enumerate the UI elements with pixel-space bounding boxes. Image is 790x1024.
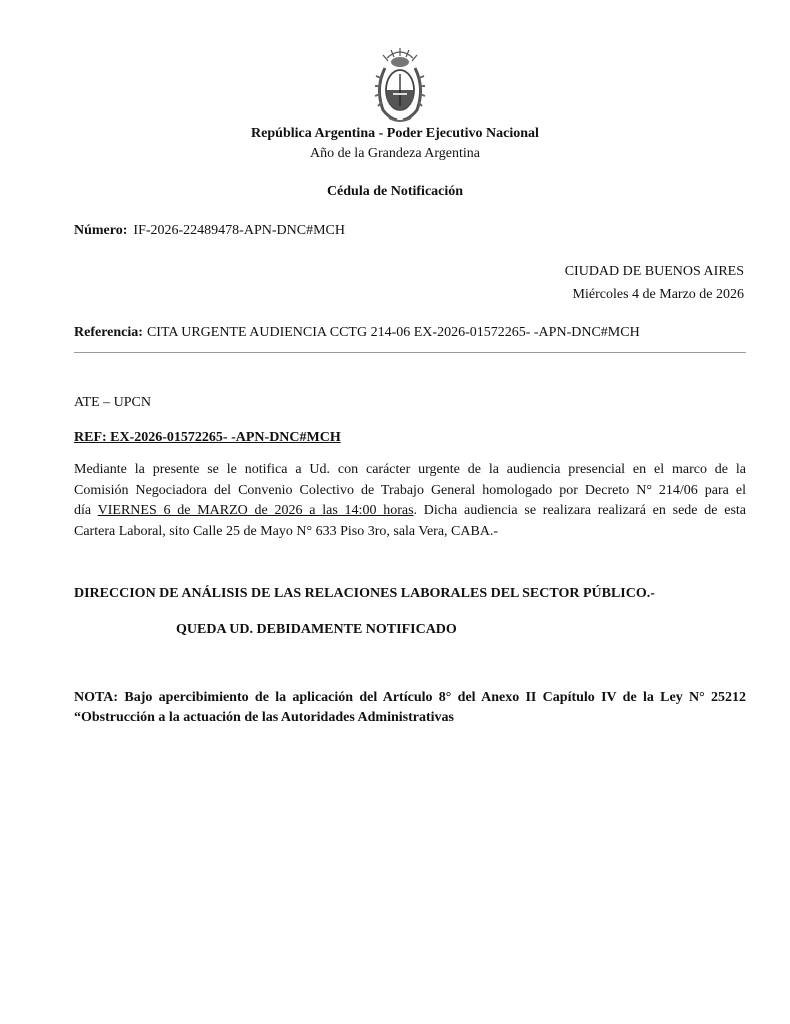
reference-value: CITA URGENTE AUDIENCIA CCTG 214-06 EX-2026-01572265- -APN-DNC#MCH	[146, 325, 640, 340]
ref-line: REF: EX-2026-01572265- -APN-DNC#MCH	[74, 430, 341, 445]
reference	[74, 325, 640, 341]
divider	[74, 352, 746, 353]
note-line-2: “Obstrucción a la actuación de las Autoridades Administrativas	[74, 710, 454, 725]
document-number-value: IF-2026-22489478-APN-DNC#MCH	[133, 223, 345, 238]
body-line-1: Mediante la presente se le notifica a Ud. con carácter urgente de la audiencia presencial en el marco de la	[74, 462, 746, 477]
document-number	[74, 223, 345, 239]
notified-statement: QUEDA UD. DEBIDAMENTE NOTIFICADO	[176, 622, 457, 637]
addressee: ATE – UPCN	[74, 395, 152, 410]
issuer-name: República Argentina - Poder Ejecutivo Nacional	[251, 126, 539, 141]
year-motto: Año de la Grandeza Argentina	[309, 146, 480, 161]
hearing-datetime: VIERNES 6 de MARZO de 2026 a las 14:00 horas	[97, 503, 414, 518]
body-line-2: Comisión Negociadora del Convenio Colectivo de Trabajo General homologado por Decreto N° 214/06 para el	[74, 482, 746, 498]
place: CIUDAD DE BUENOS AIRES	[564, 264, 744, 279]
date: Miércoles 4 de Marzo de 2026	[572, 287, 744, 302]
body-line-3-post: . Dicha audiencia se realizara realizará en sede de esta	[413, 503, 747, 518]
note-label: NOTA	[74, 690, 114, 705]
body-line-3	[74, 501, 746, 522]
note-line-1	[74, 688, 746, 708]
note	[74, 688, 746, 728]
note-line-1-rest: : Bajo apercibimiento de la aplicación del Artículo 8° del Anexo II Capítulo IV de la Ley N° 25212	[113, 690, 746, 705]
document-title: Cédula de Notificación	[326, 184, 464, 199]
body-paragraph	[74, 460, 746, 542]
body-line-4: Cartera Laboral, sito Calle 25 de Mayo N° 633 Piso 3ro, sala Vera, CABA.-	[74, 523, 499, 539]
reference-label: Referencia:	[74, 325, 143, 340]
document-number-label: Número:	[74, 223, 128, 238]
national-coat-of-arms-icon	[371, 44, 429, 126]
issuing-directorate: DIRECCION DE ANÁLISIS DE LAS RELACIONES LABORALES DEL SECTOR PÚBLICO.-	[74, 586, 655, 601]
body-line-3-pre: día	[74, 503, 98, 518]
